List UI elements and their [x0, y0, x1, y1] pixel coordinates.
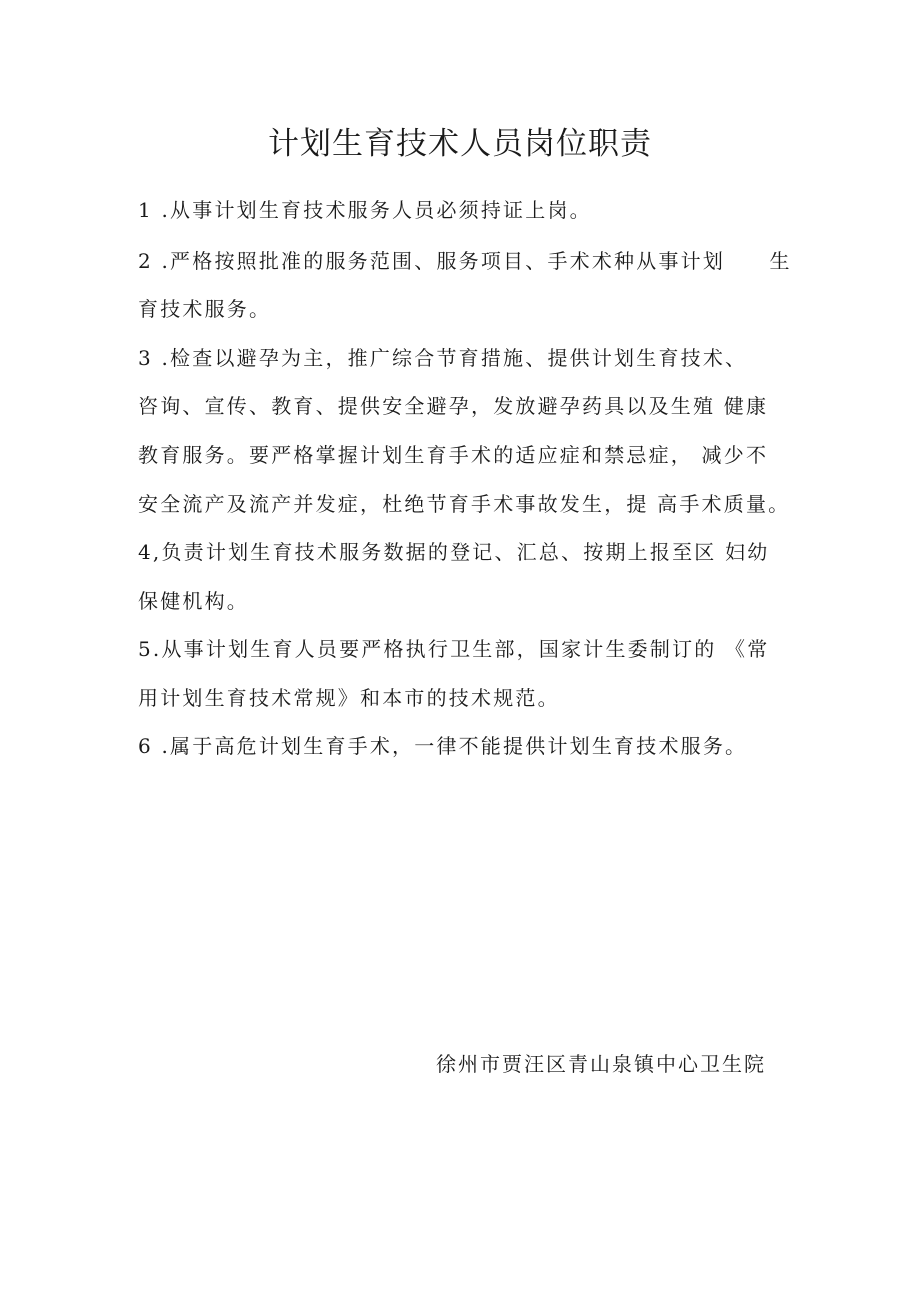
duty-line-2: 2 .严格按照批准的服务范围、服务项目、手术术种从事计划 生 — [138, 249, 792, 273]
duty-line-7: 安全流产及流产并发症，杜绝节育手术事故发生，提 高手术质量。 — [138, 492, 791, 516]
duty-line-8: 4,负责计划生育技术服务数据的登记、汇总、按期上报至区 妇幼 — [138, 540, 770, 564]
duty-line-1: 1 .从事计划生育技术服务人员必须持证上岗。 — [138, 198, 592, 222]
duty-line-11: 用计划生育技术常规》和本市的技术规范。 — [138, 686, 560, 710]
duty-line-10: 5.从事计划生育人员要严格执行卫生部，国家计生委制订的 《常 — [138, 637, 770, 661]
duty-line-4: 3 .检查以避孕为主，推广综合节育措施、提供计划生育技术、 — [138, 346, 748, 370]
page-title: 计划生育技术人员岗位职责 — [268, 126, 652, 162]
duty-line-12: 6 .属于高危计划生育手术，一律不能提供计划生育技术服务。 — [138, 734, 748, 758]
duty-line-5: 咨询、宣传、教育、提供安全避孕，发放避孕药具以及生殖 健康 — [138, 394, 769, 418]
duty-line-3: 育技术服务。 — [138, 297, 272, 321]
duty-line-6: 教育服务。要严格掌握计划生育手术的适应症和禁忌症， 减少不 — [138, 443, 769, 467]
issuer-footer: 徐州市贾汪区青山泉镇中心卫生院 — [436, 1052, 766, 1076]
duty-line-9: 保健机构。 — [138, 589, 249, 613]
